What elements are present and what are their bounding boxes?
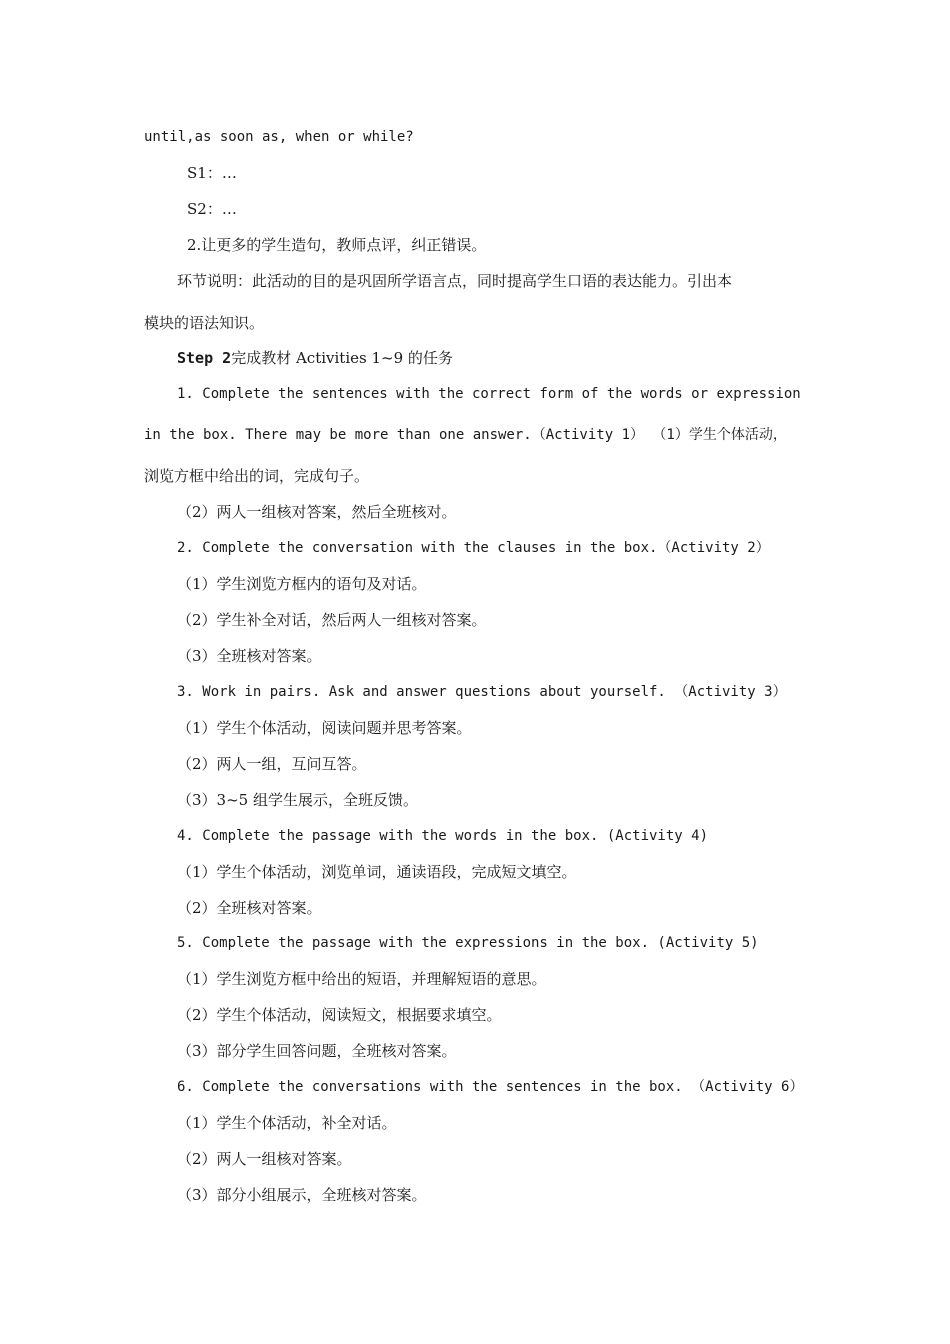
text-line: 5. Complete the passage with the expressions in the box. (Activity 5) — [177, 935, 759, 951]
text-line: （1）学生浏览方框中给出的短语，并理解短语的意思。 — [177, 970, 547, 988]
text-line: （1）学生个体活动，阅读问题并思考答案。 — [177, 719, 472, 737]
text-line: S2：… — [187, 200, 237, 218]
text-line: （1）学生浏览方框内的语句及对话。 — [177, 575, 427, 593]
text-line: （2）全班核对答案。 — [177, 899, 322, 917]
text-line: （2）学生个体活动，阅读短文，根据要求填空。 — [177, 1006, 502, 1024]
step-label: Step 2 — [177, 349, 232, 367]
step-title: 完成教材 Activities 1~9 的任务 — [231, 349, 453, 367]
text-line: （1）学生个体活动，浏览单词，通读语段，完成短文填空。 — [177, 863, 577, 881]
text-line: 模块的语法知识。 — [144, 314, 265, 332]
text-line: （2）学生补全对话，然后两人一组核对答案。 — [177, 611, 487, 629]
text-line: （2）两人一组核对答案，然后全班核对。 — [177, 503, 457, 521]
text-line: S1：… — [187, 164, 237, 182]
text-line: 2.让更多的学生造句，教师点评，纠正错误。 — [187, 236, 487, 254]
text-line: in the box. There may be more than one answer.（Activity 1） （1）学生个体活动， — [144, 427, 787, 443]
text-line: （3）全班核对答案。 — [177, 647, 322, 665]
text-line: （2）两人一组核对答案。 — [177, 1150, 352, 1168]
text-line: 6. Complete the conversations with the sentences in the box. （Activity 6） — [177, 1079, 804, 1095]
text-line: 浏览方框中给出的词，完成句子。 — [144, 467, 370, 485]
text-line: （3）部分小组展示，全班核对答案。 — [177, 1186, 427, 1204]
text-line: （3）部分学生回答问题，全班核对答案。 — [177, 1042, 457, 1060]
text-line: 环节说明：此活动的目的是巩固所学语言点，同时提高学生口语的表达能力。引出本 — [177, 272, 733, 290]
text-line: until,as soon as, when or while? — [144, 129, 414, 145]
text-line: （3）3~5 组学生展示，全班反馈。 — [177, 791, 418, 809]
text-line: （2）两人一组，互问互答。 — [177, 755, 367, 773]
text-line: （1）学生个体活动，补全对话。 — [177, 1114, 397, 1132]
text-line: 2. Complete the conversation with the clauses in the box.（Activity 2） — [177, 540, 770, 556]
text-line: 3. Work in pairs. Ask and answer questions about yourself. （Activity 3） — [177, 684, 787, 700]
text-line: 1. Complete the sentences with the correct form of the words or expression — [177, 386, 801, 402]
step-heading — [177, 348, 453, 368]
text-line: 4. Complete the passage with the words in the box. (Activity 4) — [177, 828, 709, 844]
